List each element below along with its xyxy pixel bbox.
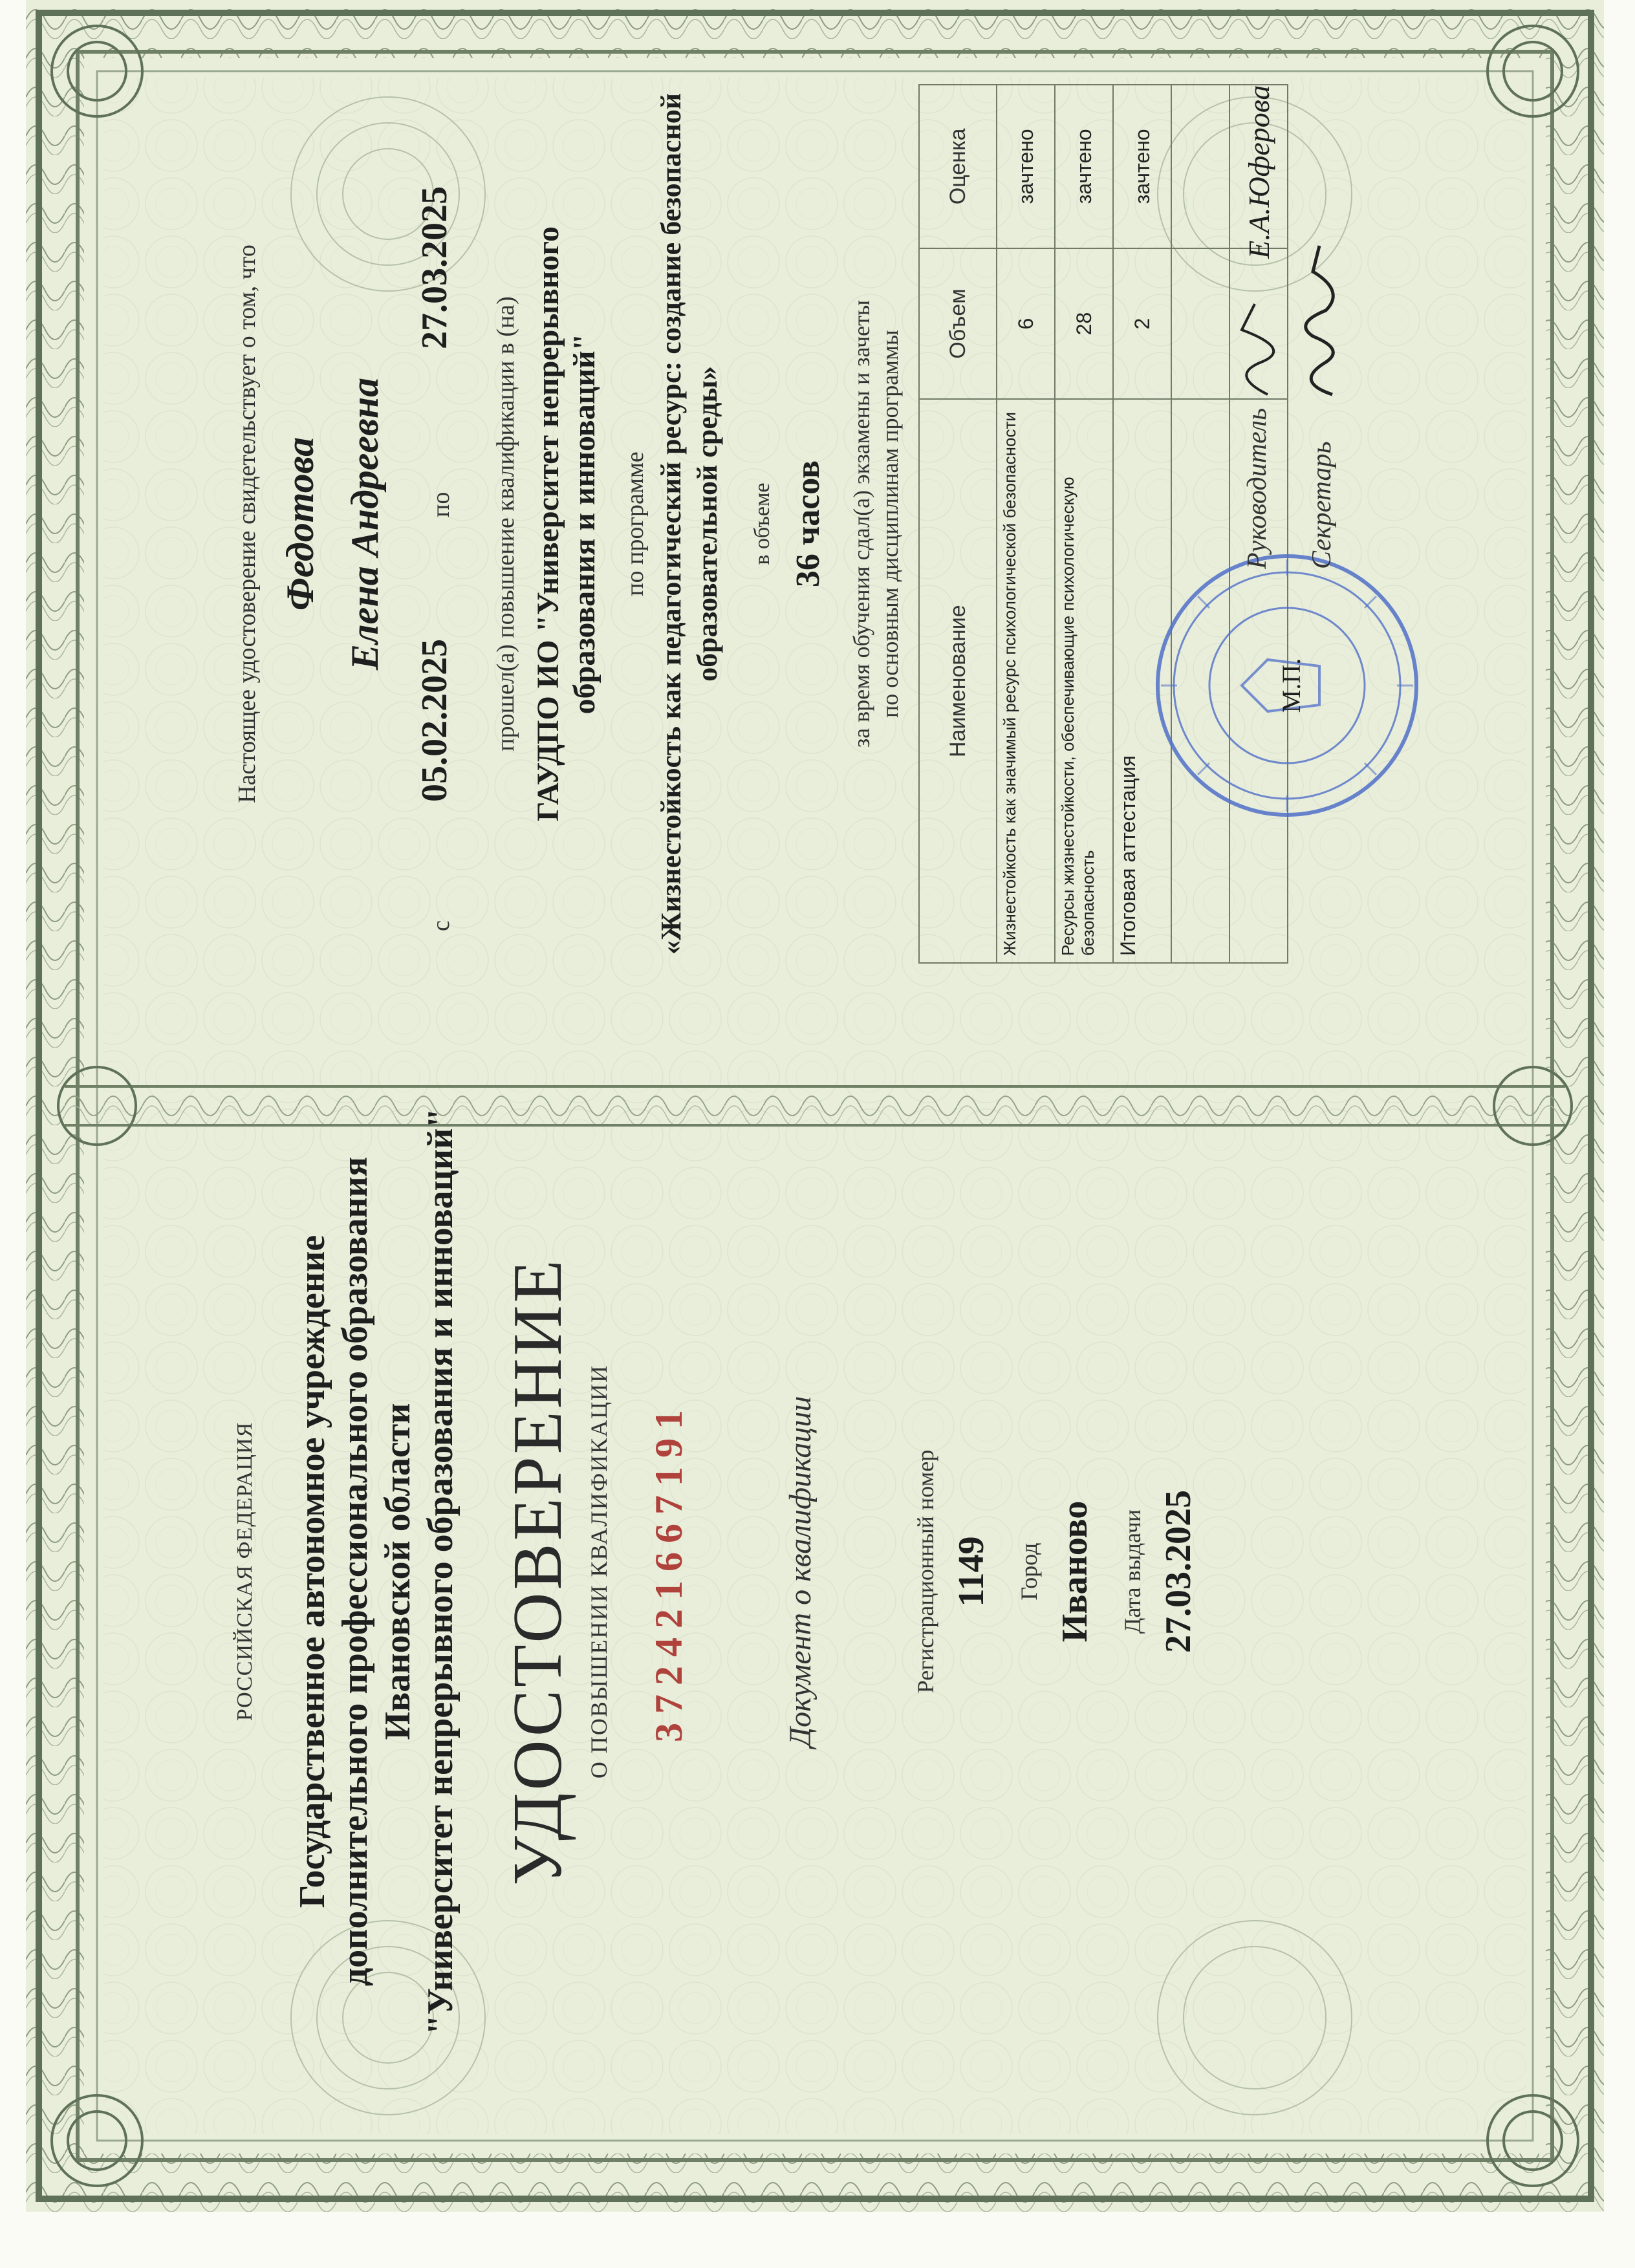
head-name: Е.А.Юферова bbox=[1242, 85, 1275, 259]
program-name bbox=[653, 65, 726, 983]
table-row bbox=[1113, 85, 1171, 963]
reg-number: 1149 bbox=[951, 1536, 991, 1607]
secretary-signature-icon bbox=[1287, 233, 1358, 401]
discipline-grade: зачтено bbox=[1113, 85, 1171, 248]
discipline-name: Ресурсы жизнестойкости, обеспечивающие психологическую безопасность bbox=[1055, 399, 1113, 963]
exams-line: по основным дисциплинам программы bbox=[877, 330, 903, 718]
exams-text bbox=[847, 65, 904, 983]
city: Иваново bbox=[1055, 1500, 1095, 1643]
right-page bbox=[181, 65, 1410, 983]
program-line: образовательной среды» bbox=[691, 366, 723, 682]
from-label: с bbox=[428, 920, 455, 931]
program-label: по программе bbox=[622, 451, 649, 596]
reg-number-label: Регистрационный номер bbox=[913, 1449, 938, 1694]
program-line: «Жизнестойкость как педагогический ресурс: создание безопасной bbox=[655, 92, 687, 955]
recipient-surname: Федотова bbox=[279, 437, 321, 611]
city-label: Город bbox=[1016, 1542, 1042, 1601]
exams-line: за время обучения сдал(а) экзамены и зачеты bbox=[849, 299, 874, 748]
issuer-line: Государственное автономное учреждение bbox=[292, 1235, 332, 1908]
country-label: РОССИЙСКАЯ ФЕДЕРАЦИЯ bbox=[233, 1421, 257, 1722]
recipient-name: Елена Андреевна bbox=[343, 377, 386, 671]
document-title: УДОСТОВЕРЕНИЕ bbox=[499, 1257, 576, 1886]
certificate-sheet bbox=[26, 0, 1604, 2212]
completed-text: прошел(а) повышение квалификации в (на) bbox=[492, 296, 519, 751]
document-subtitle: О ПОВЫШЕНИИ КВАЛИФИКАЦИИ bbox=[586, 1364, 612, 1779]
stamp-mark: М.П. bbox=[1277, 658, 1306, 713]
discipline-volume: 2 bbox=[1113, 248, 1171, 400]
issue-date: 27.03.2025 bbox=[1158, 1490, 1198, 1653]
period-row bbox=[414, 116, 466, 931]
table-row bbox=[1055, 85, 1113, 963]
head-label: Руководитель bbox=[1242, 407, 1272, 569]
issuer-line: "Университет непрерывного образования и инноваций" bbox=[420, 1108, 460, 2035]
discipline-name: Итоговая аттестация bbox=[1113, 399, 1171, 963]
issuer-name bbox=[291, 1061, 462, 2082]
discipline-volume: 28 bbox=[1055, 248, 1113, 400]
discipline-grade: зачтено bbox=[997, 85, 1055, 248]
intro-text: Настоящее удостоверение свидетельствует о том, что bbox=[233, 244, 261, 803]
to-label: по bbox=[428, 491, 455, 517]
volume-value: 36 часов bbox=[790, 460, 827, 588]
date-to: 27.03.2025 bbox=[415, 186, 455, 349]
official-stamp bbox=[1151, 550, 1423, 821]
discipline-volume: 6 bbox=[997, 248, 1055, 400]
certificate-content bbox=[26, 0, 1604, 2212]
header-name: Наименование bbox=[919, 399, 997, 963]
issuer-line: Ивановской области bbox=[378, 1403, 418, 1740]
table-row bbox=[997, 85, 1055, 963]
header-grade: Оценка bbox=[919, 85, 997, 248]
secretary-label: Секретарь bbox=[1307, 441, 1337, 569]
header-volume: Объем bbox=[919, 248, 997, 400]
discipline-grade bbox=[1171, 85, 1229, 248]
head-signature-icon bbox=[1216, 272, 1281, 401]
volume-label: в объеме bbox=[750, 482, 774, 565]
grades-table bbox=[918, 84, 1288, 964]
issuer-line: дополнительного профессионального образования bbox=[335, 1156, 375, 1987]
organization-line: образования и инноваций" bbox=[567, 333, 601, 715]
discipline-grade: зачтено bbox=[1055, 85, 1113, 248]
table-header-row bbox=[919, 85, 997, 963]
date-from: 05.02.2025 bbox=[415, 639, 455, 802]
discipline-name: Жизнестойкость как значимый ресурс психологической безопасности bbox=[997, 399, 1055, 963]
issue-date-label: Дата выдачи bbox=[1120, 1509, 1145, 1634]
organization-name bbox=[530, 65, 603, 983]
table-row bbox=[1171, 85, 1229, 963]
document-note: Документ о квалификации bbox=[783, 1396, 817, 1747]
left-page bbox=[181, 1061, 1410, 2082]
organization-line: ГАУДПО ИО "Университет непрерывного bbox=[531, 226, 565, 822]
serial-number: 372421667191 bbox=[647, 1401, 690, 1742]
